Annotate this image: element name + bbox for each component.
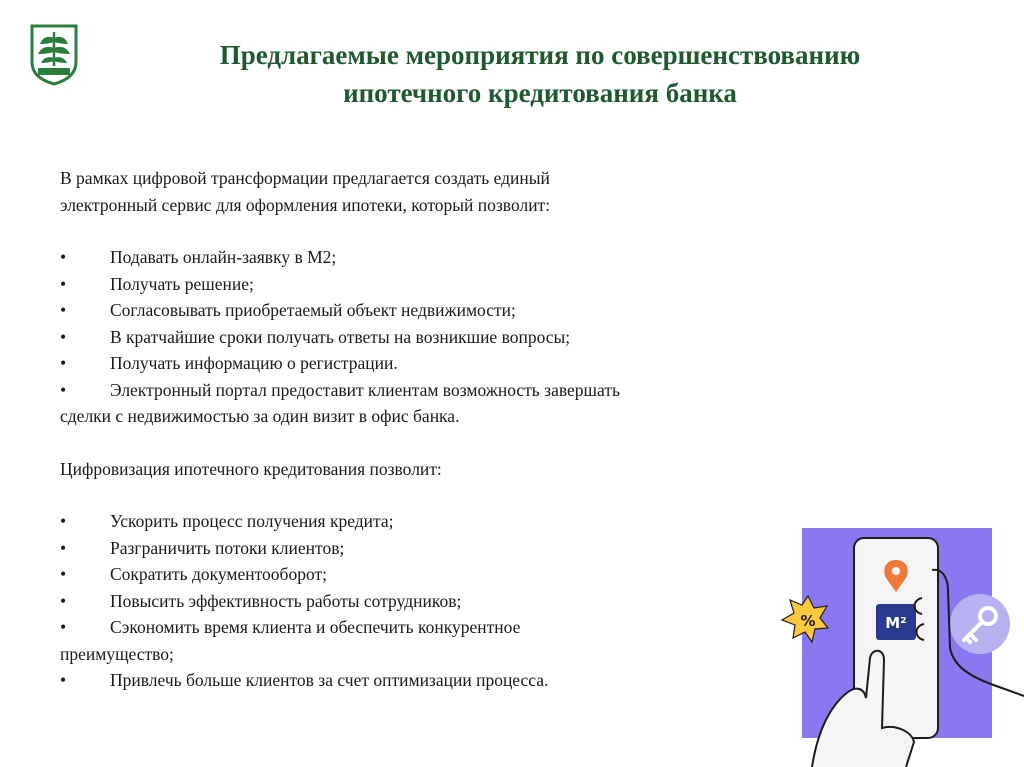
bullet: • bbox=[60, 617, 67, 637]
list2-continuation: преимущество; bbox=[60, 643, 174, 664]
list-item: • Повысить эффективность работы сотрудников; bbox=[60, 588, 800, 615]
bullet: • bbox=[60, 670, 67, 690]
intro-line-1: В рамках цифровой трансформации предлагается создать единый bbox=[60, 168, 550, 188]
bullet: • bbox=[60, 300, 67, 320]
bullet: • bbox=[60, 247, 67, 267]
university-logo-icon bbox=[28, 22, 80, 86]
list1-continuation: сделки с недвижимостью за один визит в офис банка. bbox=[60, 406, 460, 426]
list-item: • Подавать онлайн-заявку в М2; bbox=[60, 244, 800, 271]
bullet: • bbox=[60, 511, 67, 531]
list-item: • Согласовывать приобретаемый объект недвижимости; bbox=[60, 297, 800, 324]
bullet: • bbox=[60, 326, 67, 347]
digitalization-list bbox=[60, 508, 800, 641]
list-item: • Ускорить процесс получения кредита; bbox=[60, 508, 800, 535]
bullet: • bbox=[60, 353, 67, 373]
digitalization-list-last bbox=[60, 667, 800, 694]
list-item: • Привлечь больше клиентов за счет оптимизации процесса. bbox=[60, 667, 800, 694]
list-item: • Электронный портал предоставит клиентам возможность завершать bbox=[60, 377, 800, 404]
title-line-1: Предлагаемые мероприятия по совершенствованию bbox=[219, 40, 861, 70]
digital-heading: Цифровизация ипотечного кредитования позволит: bbox=[60, 458, 442, 479]
title-line-2: ипотечного кредитования банка bbox=[343, 78, 737, 108]
list-item: • Получать решение; bbox=[60, 271, 800, 298]
list-item: • В кратчайшие сроки получать ответы на возникшие вопросы; bbox=[60, 324, 800, 351]
key-icon bbox=[950, 594, 1010, 654]
list-item: • Сократить документооборот; bbox=[60, 561, 800, 588]
benefits-list bbox=[60, 244, 800, 403]
bullet: • bbox=[60, 273, 67, 294]
body-text bbox=[60, 165, 800, 694]
slide-title bbox=[100, 36, 980, 112]
bullet: • bbox=[60, 564, 67, 584]
list-item: • Разграничить потоки клиентов; bbox=[60, 535, 800, 562]
percent-label: % bbox=[800, 612, 816, 630]
intro-line-2: электронный сервис для оформления ипотеки, который позволит: bbox=[60, 194, 551, 215]
mortgage-app-illustration bbox=[772, 528, 1024, 767]
bullet: • bbox=[60, 379, 67, 400]
bullet: • bbox=[60, 537, 67, 558]
list-item: • Получать информацию о регистрации. bbox=[60, 350, 800, 377]
list-item: • Сэкономить время клиента и обеспечить конкурентное bbox=[60, 614, 800, 641]
m2-badge-label: M² bbox=[885, 614, 907, 632]
m2-badge-icon bbox=[876, 604, 916, 640]
bullet: • bbox=[60, 590, 67, 611]
